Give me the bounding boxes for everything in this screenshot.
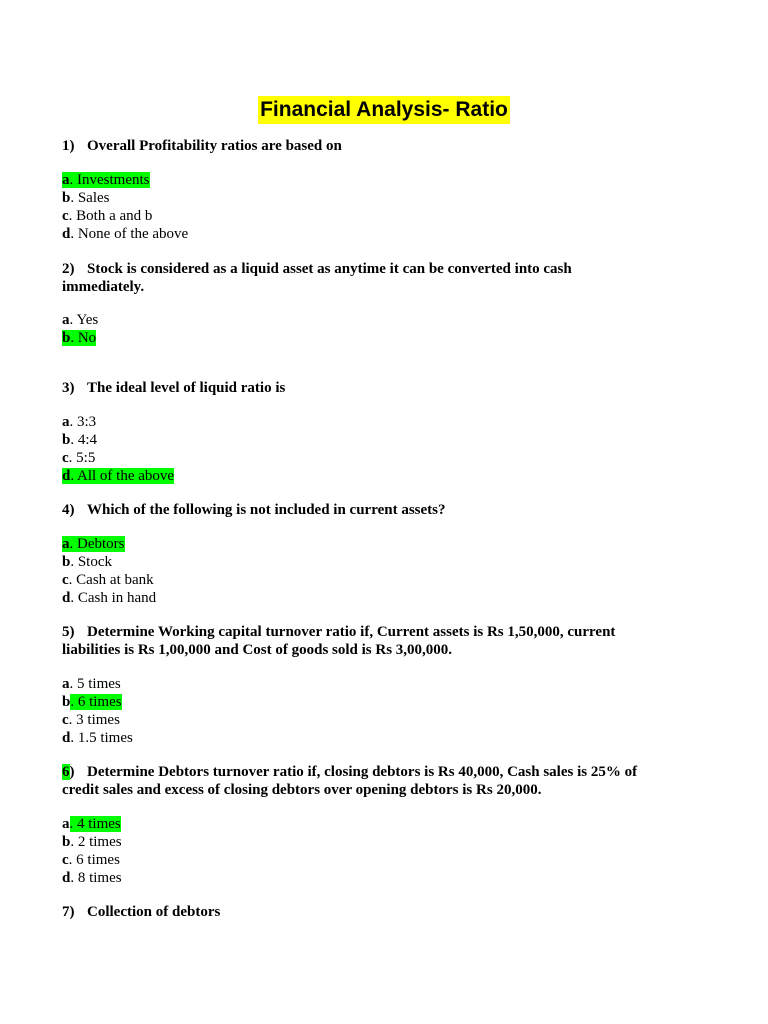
option-text: . 1.5 times — [70, 730, 133, 746]
option-b — [62, 329, 98, 347]
option-a — [62, 413, 174, 431]
option-letter: d — [62, 730, 71, 746]
option-d — [62, 467, 174, 485]
option-d — [62, 869, 122, 887]
option-letter: d — [62, 468, 71, 484]
option-c — [62, 711, 133, 729]
question-3 — [62, 380, 285, 398]
option-letter: c — [62, 208, 69, 224]
option-letter: c — [62, 712, 69, 728]
option-letter: a — [62, 816, 70, 832]
question-4 — [62, 502, 446, 520]
option-text: . 5 times — [69, 676, 121, 692]
question-number-digit: 2 — [62, 261, 70, 277]
option-letter: d — [62, 226, 71, 242]
question-number-digit: 3 — [62, 380, 70, 396]
question-number — [62, 138, 87, 156]
option-letter: d — [62, 590, 71, 606]
options-2 — [62, 311, 98, 347]
option-letter: b — [62, 694, 71, 710]
options-6 — [62, 815, 122, 887]
question-number-digit: 1 — [62, 138, 70, 154]
question-number — [62, 380, 87, 398]
question-number — [62, 904, 87, 922]
question-number — [62, 764, 87, 782]
option-text: . Investments — [69, 172, 150, 188]
option-a — [62, 815, 122, 833]
question-line — [62, 624, 615, 642]
question-number-digit: 6 — [62, 764, 70, 780]
option-letter: a — [62, 414, 70, 430]
document-title — [0, 96, 768, 124]
option-letter: c — [62, 852, 69, 868]
option-text: . Cash in hand — [70, 590, 157, 606]
option-letter: a — [62, 536, 70, 552]
question-number — [62, 502, 87, 520]
question-line-continued: credit sales and excess of closing debtors over opening debtors is Rs 20,000. — [62, 781, 542, 798]
question-5 — [62, 624, 615, 659]
option-text: . Cash at bank — [68, 572, 154, 588]
option-text: . Stock — [70, 554, 113, 570]
option-c — [62, 449, 174, 467]
option-text: . 6 times — [70, 694, 122, 710]
option-text: . 4 times — [69, 816, 121, 832]
question-number-digit: 5 — [62, 624, 70, 640]
question-text: Determine Working capital turnover ratio if, Current assets is Rs 1,50,000, current — [87, 624, 616, 640]
question-number-digit: 7 — [62, 904, 70, 920]
option-letter: b — [62, 330, 71, 346]
option-b — [62, 693, 133, 711]
option-text: . Debtors — [69, 536, 125, 552]
question-number — [62, 624, 87, 642]
question-number-digit: 4 — [62, 502, 70, 518]
question-6 — [62, 764, 637, 799]
question-line — [62, 261, 572, 279]
question-line — [62, 380, 285, 398]
option-text: . All of the above — [70, 468, 175, 484]
option-letter: a — [62, 312, 70, 328]
option-text: . 5:5 — [68, 450, 96, 466]
option-text: . 3:3 — [69, 414, 97, 430]
option-text: . 4:4 — [70, 432, 98, 448]
option-a — [62, 171, 188, 189]
question-text: Which of the following is not included in current assets? — [87, 502, 446, 518]
question-text: Overall Profitability ratios are based on — [87, 138, 342, 154]
option-letter: b — [62, 554, 71, 570]
options-4 — [62, 535, 156, 607]
option-a — [62, 675, 133, 693]
option-a — [62, 535, 156, 553]
option-d — [62, 729, 133, 747]
option-text: . 3 times — [68, 712, 120, 728]
question-number-paren: ) — [69, 138, 75, 154]
question-7 — [62, 904, 220, 922]
question-text: Collection of debtors — [87, 904, 221, 920]
option-letter: d — [62, 870, 71, 886]
question-line-continued: liabilities is Rs 1,00,000 and Cost of goods sold is Rs 3,00,000. — [62, 641, 453, 658]
option-letter: c — [62, 572, 69, 588]
option-c — [62, 571, 156, 589]
option-text: . Both a and b — [68, 208, 153, 224]
question-number-paren: ) — [69, 502, 75, 518]
question-2 — [62, 261, 572, 296]
question-number-paren: ) — [69, 380, 75, 396]
question-text: Stock is considered as a liquid asset as anytime it can be converted into cash — [87, 261, 572, 277]
question-text: The ideal level of liquid ratio is — [87, 380, 286, 396]
option-text: . 6 times — [68, 852, 120, 868]
option-letter: c — [62, 450, 69, 466]
option-b — [62, 189, 188, 207]
question-number-paren: ) — [69, 764, 75, 780]
option-text: . Sales — [70, 190, 110, 206]
question-number-paren: ) — [69, 624, 75, 640]
option-text: . Yes — [69, 312, 99, 328]
option-a — [62, 311, 98, 329]
options-5 — [62, 675, 133, 747]
question-line — [62, 138, 342, 156]
question-line — [62, 904, 220, 922]
option-text: . None of the above — [70, 226, 189, 242]
option-letter: b — [62, 190, 71, 206]
question-number-paren: ) — [69, 261, 75, 277]
question-line-continued: immediately. — [62, 278, 145, 295]
question-number-paren: ) — [69, 904, 75, 920]
option-d — [62, 589, 156, 607]
question-text: Determine Debtors turnover ratio if, closing debtors is Rs 40,000, Cash sales is 25% of — [87, 764, 638, 780]
option-d — [62, 225, 188, 243]
options-3 — [62, 413, 174, 485]
option-c — [62, 851, 122, 869]
options-1 — [62, 171, 188, 243]
question-1 — [62, 138, 342, 156]
option-b — [62, 431, 174, 449]
option-text: . 2 times — [70, 834, 122, 850]
document-title-text: Financial Analysis- Ratio — [258, 96, 510, 124]
option-letter: b — [62, 834, 71, 850]
option-letter: a — [62, 676, 70, 692]
question-number — [62, 261, 87, 279]
option-letter: b — [62, 432, 71, 448]
question-line — [62, 502, 446, 520]
option-text: . No — [70, 330, 97, 346]
option-b — [62, 833, 122, 851]
option-letter: a — [62, 172, 70, 188]
option-c — [62, 207, 188, 225]
question-line — [62, 764, 637, 782]
option-text: . 8 times — [70, 870, 122, 886]
option-b — [62, 553, 156, 571]
